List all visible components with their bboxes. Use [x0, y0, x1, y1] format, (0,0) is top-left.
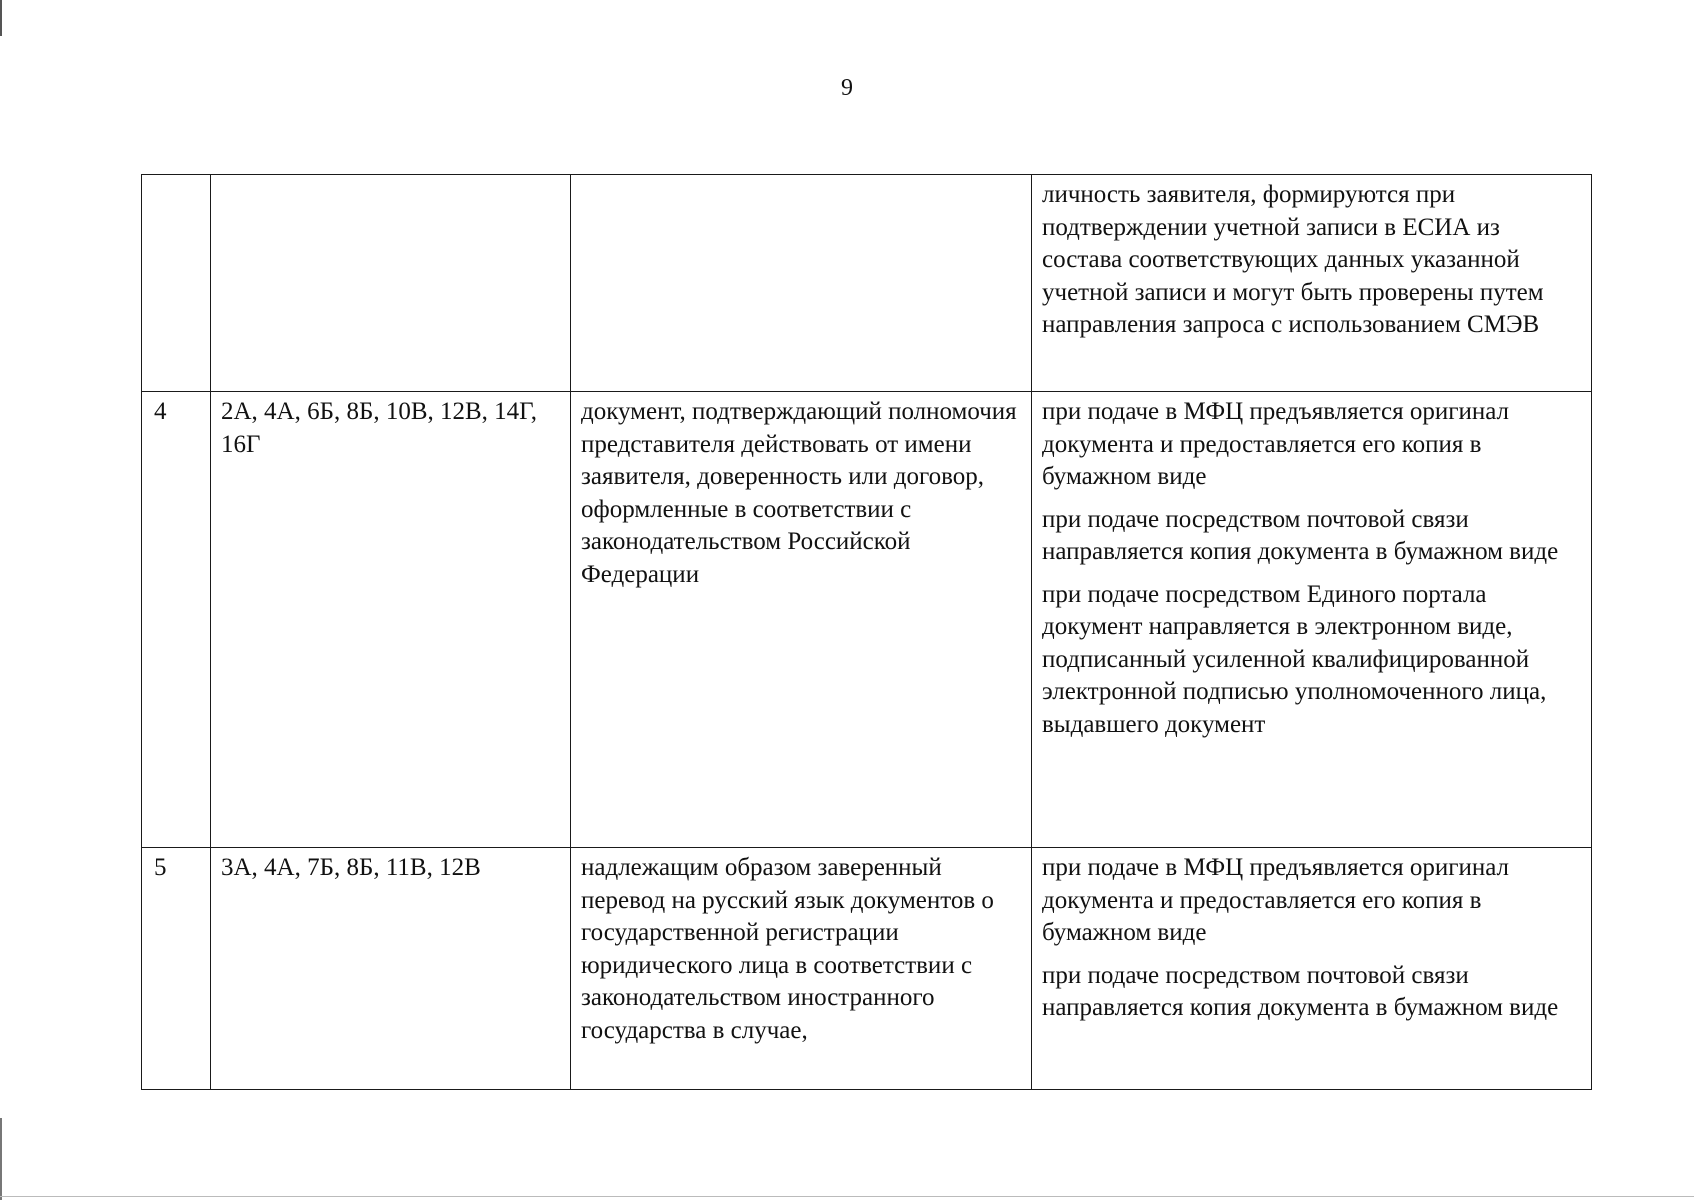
scan-edge-mark [0, 1118, 2, 1200]
submission-note-mfc: при подаче в МФЦ предъявляется оригинал документа и предоставляется его копия в бумажном виде [1042, 398, 1510, 490]
scan-edge-mark [0, 0, 2, 36]
page-number: 9 [841, 75, 853, 101]
document-description-cell: документ, подтверждающий полномочия представителя действовать от имени заявителя, доверенность или договор, оформленные в соответствии с законодательством Российской Федерации [571, 392, 1032, 848]
submission-note-post: при подаче посредством почтовой связи направляется копия документа в бумажном виде [1042, 961, 1559, 1021]
submission-note-portal: при подаче посредством Единого портала документ направляется в электронном виде, подписанный усиленной квалифицированной электронной подписью уполномоченного лица, выдавшего документ [1042, 580, 1547, 738]
submission-notes-cell [1032, 848, 1592, 1090]
row-number-cell [142, 175, 211, 392]
table-row-5 [142, 848, 1592, 1090]
document-description-cell [571, 175, 1032, 392]
submission-note-post: при подаче посредством почтовой связи направляется копия документа в бумажном виде [1042, 505, 1559, 565]
requirements-table [141, 174, 1592, 1090]
submission-note: личность заявителя, формируются при подтверждении учетной записи в ЕСИА из состава соответствующих данных указанной учетной записи и могут быть проверены путем направления запроса с использованием СМЭВ [1042, 181, 1544, 338]
table-row-4 [142, 392, 1592, 848]
document-description-cell: надлежащим образом заверенный перевод на русский язык документов о государственной регистрации юридического лица в соответствии с законодательством иностранного государства в случае, [571, 848, 1032, 1090]
row-number-cell: 5 [142, 848, 211, 1090]
applicant-codes-cell: 2А, 4А, 6Б, 8Б, 10В, 12В, 14Г, 16Г [211, 392, 571, 848]
row-number-cell: 4 [142, 392, 211, 848]
submission-notes-cell [1032, 392, 1592, 848]
applicant-codes-cell [211, 175, 571, 392]
submission-notes-cell [1032, 175, 1592, 392]
applicant-codes-cell: 3А, 4А, 7Б, 8Б, 11В, 12В [211, 848, 571, 1090]
table-row-continuation [142, 175, 1592, 392]
scan-edge-line [0, 1196, 1694, 1197]
submission-note-mfc: при подаче в МФЦ предъявляется оригинал документа и предоставляется его копия в бумажном виде [1042, 854, 1510, 946]
